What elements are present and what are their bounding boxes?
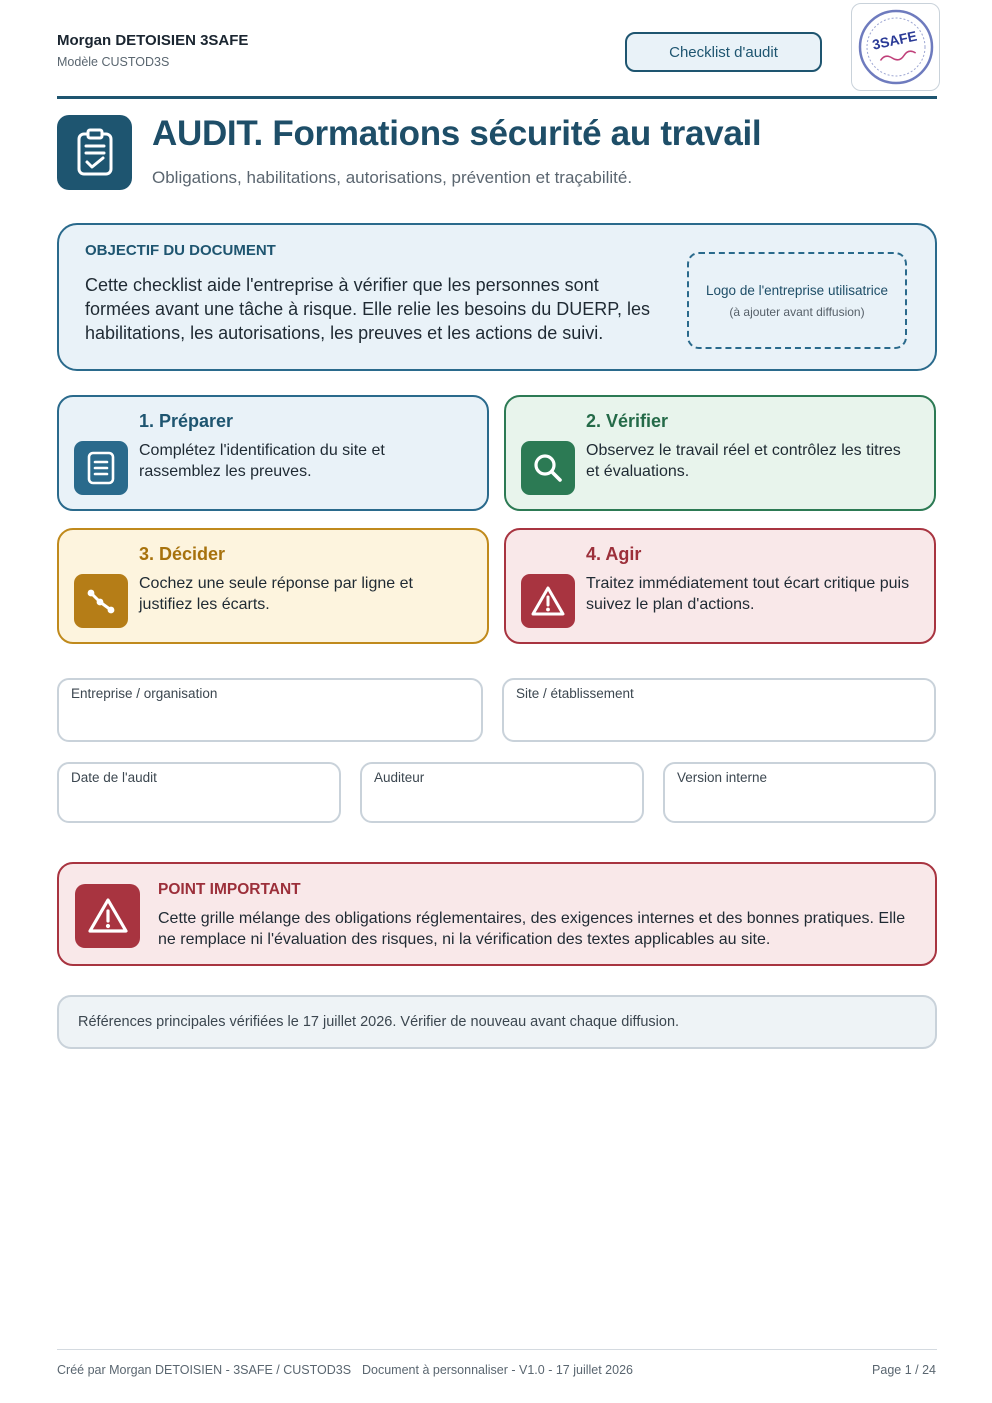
- objective-panel: [57, 223, 937, 371]
- company-input[interactable]: [71, 708, 469, 734]
- step-card-act: [504, 528, 936, 644]
- audit-date-label: Date de l'audit: [71, 770, 157, 785]
- step-card-prepare: [57, 395, 489, 511]
- header-divider: [57, 96, 937, 99]
- client-logo-placeholder[interactable]: [687, 252, 907, 349]
- company-field-label: Entreprise / organisation: [71, 686, 218, 701]
- company-seal-logo: [851, 3, 940, 91]
- logo-placeholder-label: Logo de l'entreprise utilisatrice: [706, 282, 888, 298]
- important-heading: POINT IMPORTANT: [158, 881, 301, 898]
- audit-date-input[interactable]: [71, 792, 327, 818]
- site-field: [502, 678, 936, 742]
- decision-path-icon: [74, 574, 128, 628]
- model-label: Modèle CUSTOD3S: [57, 55, 170, 69]
- important-text: Cette grille mélange des obligations réglementaires, des exigences internes et des bonnes pratiques. Elle ne remplace ni l'évaluation des risques, ni la vérification des textes applicables au site.: [158, 910, 906, 948]
- company-field: [57, 678, 483, 742]
- step-title: 4. Agir: [586, 544, 642, 564]
- page-number: Page 1 / 24: [872, 1363, 936, 1377]
- auditor-label: Auditeur: [374, 770, 425, 785]
- page-title: AUDIT. Formations sécurité au travail: [152, 114, 762, 153]
- step-title: 3. Décider: [139, 544, 226, 564]
- references-text: Références principales vérifiées le 17 juillet 2026. Vérifier de nouveau avant chaque diffusion.: [78, 1014, 680, 1030]
- warning-icon: [521, 574, 575, 628]
- step-text: Observez le travail réel et contrôlez les titres et évaluations.: [586, 442, 901, 480]
- internal-version-field: [663, 762, 936, 823]
- doc-type-badge[interactable]: Checklist d'audit: [625, 32, 822, 72]
- step-text: Complétez l'identification du site et rassemblez les preuves.: [139, 442, 385, 480]
- objective-heading: OBJECTIF DU DOCUMENT: [85, 242, 276, 259]
- author-name: Morgan DETOISIEN 3SAFE: [57, 32, 249, 49]
- objective-text: Cette checklist aide l'entreprise à vérifier que les personnes sont formées avant une tâche à risque. Elle relie les besoins du DUERP, les habilitations, les autorisations, les preuves et les actions de suivi.: [85, 275, 650, 343]
- step-card-decide: [57, 528, 489, 644]
- seal-text: 3SAFE: [870, 27, 918, 53]
- page-subtitle: Obligations, habilitations, autorisations, prévention et traçabilité.: [152, 168, 633, 187]
- step-title: 2. Vérifier: [586, 411, 669, 431]
- warning-icon: [75, 884, 140, 948]
- internal-version-input[interactable]: [677, 792, 922, 818]
- step-title: 1. Préparer: [139, 411, 234, 431]
- site-input[interactable]: [516, 708, 922, 734]
- search-icon: [521, 441, 575, 495]
- checklist-document-icon: [57, 115, 132, 190]
- auditor-field: [360, 762, 644, 823]
- seal-logo-icon: [856, 7, 936, 87]
- footer-document-info: Document à personnaliser - V1.0 - 17 juillet 2026: [362, 1363, 633, 1377]
- references-note: [57, 995, 937, 1049]
- auditor-input[interactable]: [374, 792, 630, 818]
- internal-version-label: Version interne: [677, 770, 768, 785]
- footer-divider: [57, 1349, 937, 1350]
- important-notice: [57, 862, 937, 966]
- step-card-verify: [504, 395, 936, 511]
- audit-date-field: [57, 762, 341, 823]
- footer-creator: Créé par Morgan DETOISIEN - 3SAFE / CUSTOD3S: [57, 1363, 352, 1377]
- logo-placeholder-note: (à ajouter avant diffusion): [729, 304, 865, 319]
- step-text: Cochez une seule réponse par ligne et justifiez les écarts.: [139, 575, 413, 613]
- document-list-icon: [74, 441, 128, 495]
- step-text: Traitez immédiatement tout écart critique puis suivez le plan d'actions.: [586, 575, 910, 613]
- site-field-label: Site / établissement: [516, 686, 634, 701]
